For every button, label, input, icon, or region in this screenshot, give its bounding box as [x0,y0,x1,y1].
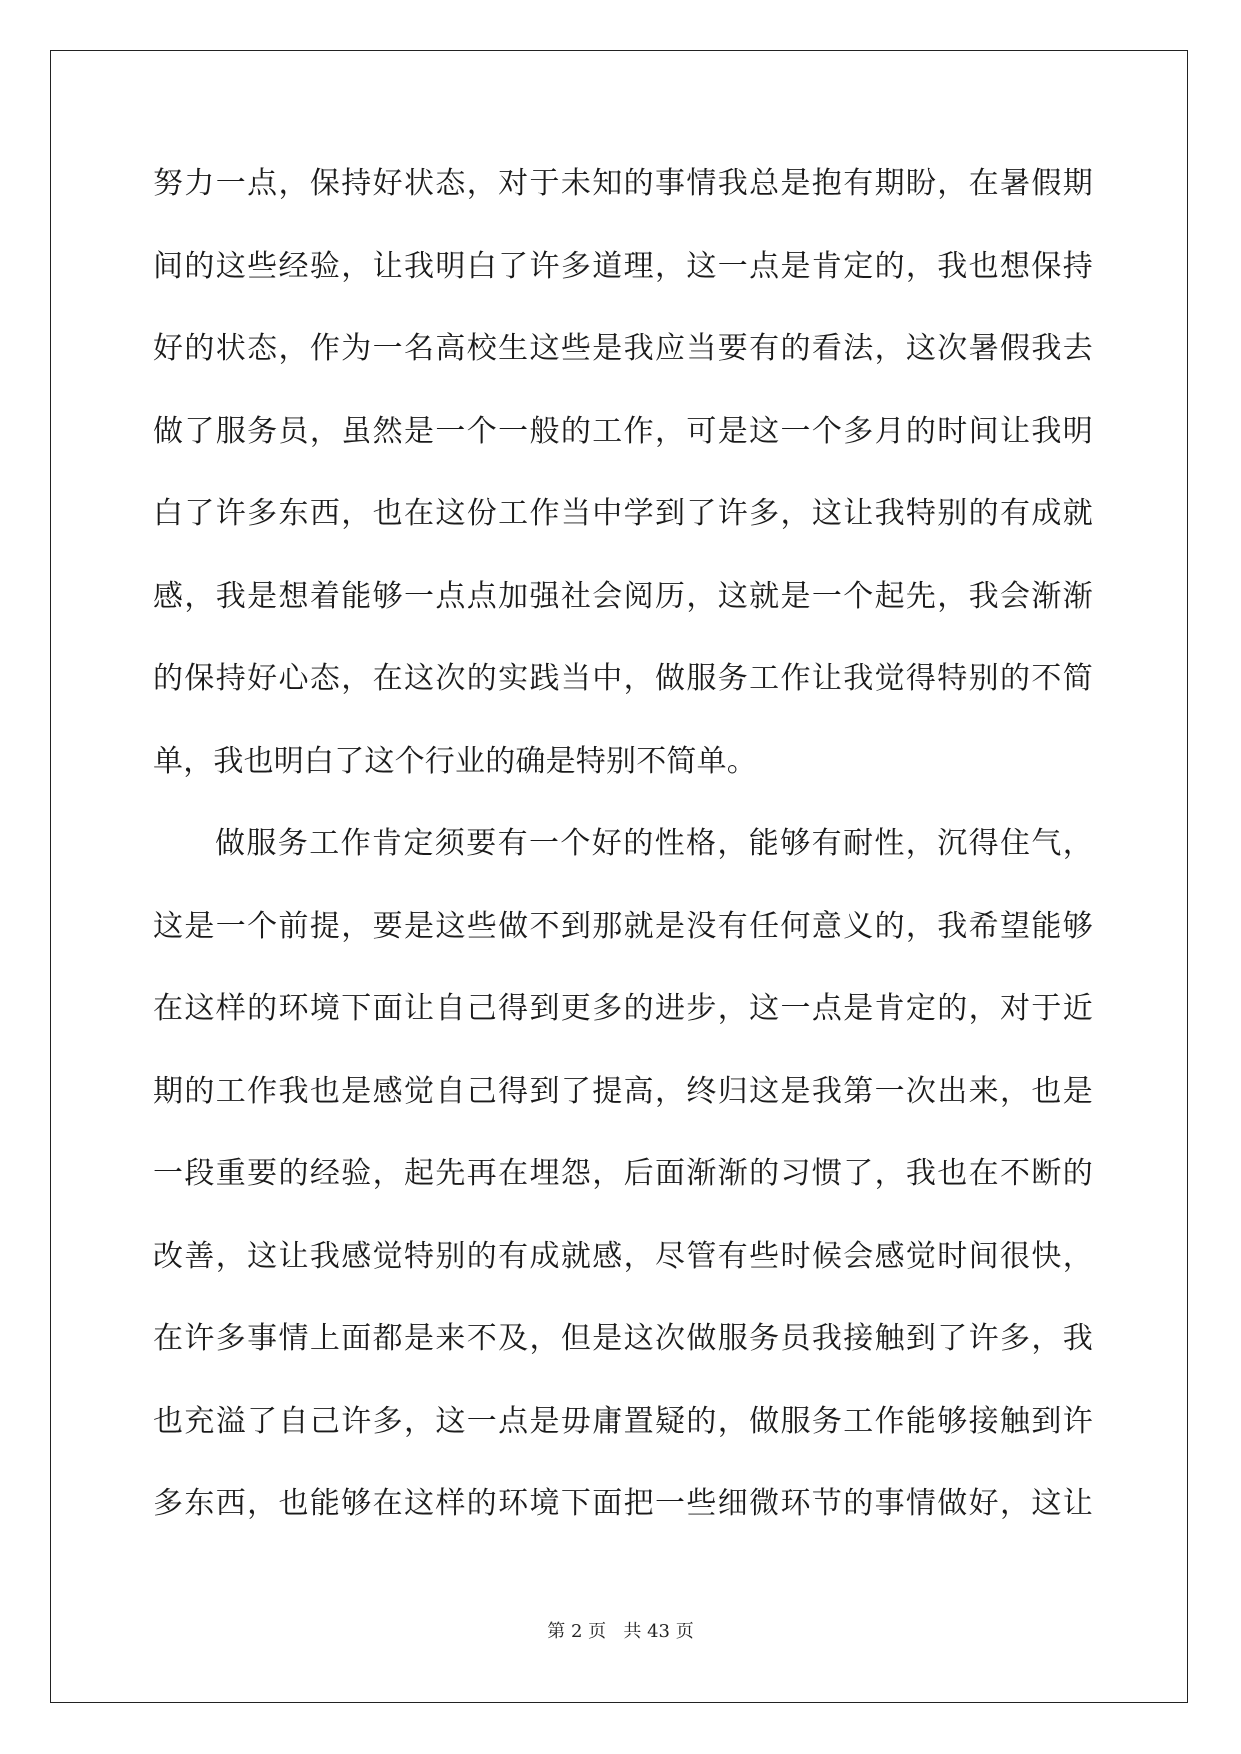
text-line: 在这样的环境下面让自己得到更多的进步，这一点是肯定的，对于近 [153,991,1093,1026]
text-line: 好的状态，作为一名高校生这些是我应当要有的看法，这次暑假我去 [153,331,1093,366]
text-line: 在许多事情上面都是来不及，但是这次做服务员我接触到了许多，我 [153,1321,1093,1356]
document-body [153,160,1093,1563]
text-line: 感，我是想着能够一点点加强社会阅历，这就是一个起先，我会渐渐 [153,578,1093,614]
paragraph-first-line: 做服务工作肯定须要有一个好的性格，能够有耐性，沉得住气， [215,826,1093,861]
text-line: 一段重要的经验，起先再在埋怨，后面渐渐的习惯了，我也在不断的 [153,1156,1093,1191]
page-total: 共 43 页 [623,1621,694,1642]
text-line: 做了服务员，虽然是一个一般的工作，可是这一个多月的时间让我明 [153,413,1093,449]
text-line: 多东西，也能够在这样的环境下面把一些细微环节的事情做好，这让 [153,1486,1093,1521]
page-number: 第 2 页 [547,1621,607,1642]
page-footer [0,1617,1241,1643]
text-line: 这是一个前提，要是这些做不到那就是没有任何意义的，我希望能够 [153,908,1093,944]
text-line: 也充溢了自己许多，这一点是毋庸置疑的，做服务工作能够接触到许 [153,1403,1093,1439]
text-line: 改善，这让我感觉特别的有成就感，尽管有些时候会感觉时间很快， [153,1238,1093,1274]
text-line: 的保持好心态，在这次的实践当中，做服务工作让我觉得特别的不简 [153,661,1093,696]
text-line: 单，我也明白了这个行业的确是特别不简单。 [153,743,757,779]
text-line: 白了许多东西，也在这份工作当中学到了许多，这让我特别的有成就 [153,496,1093,531]
text-line: 努力一点，保持好状态，对于未知的事情我总是抱有期盼，在暑假期 [153,166,1093,201]
text-line: 间的这些经验，让我明白了许多道理，这一点是肯定的，我也想保持 [153,248,1093,284]
text-line: 期的工作我也是感觉自己得到了提高，终归这是我第一次出来，也是 [153,1073,1093,1109]
